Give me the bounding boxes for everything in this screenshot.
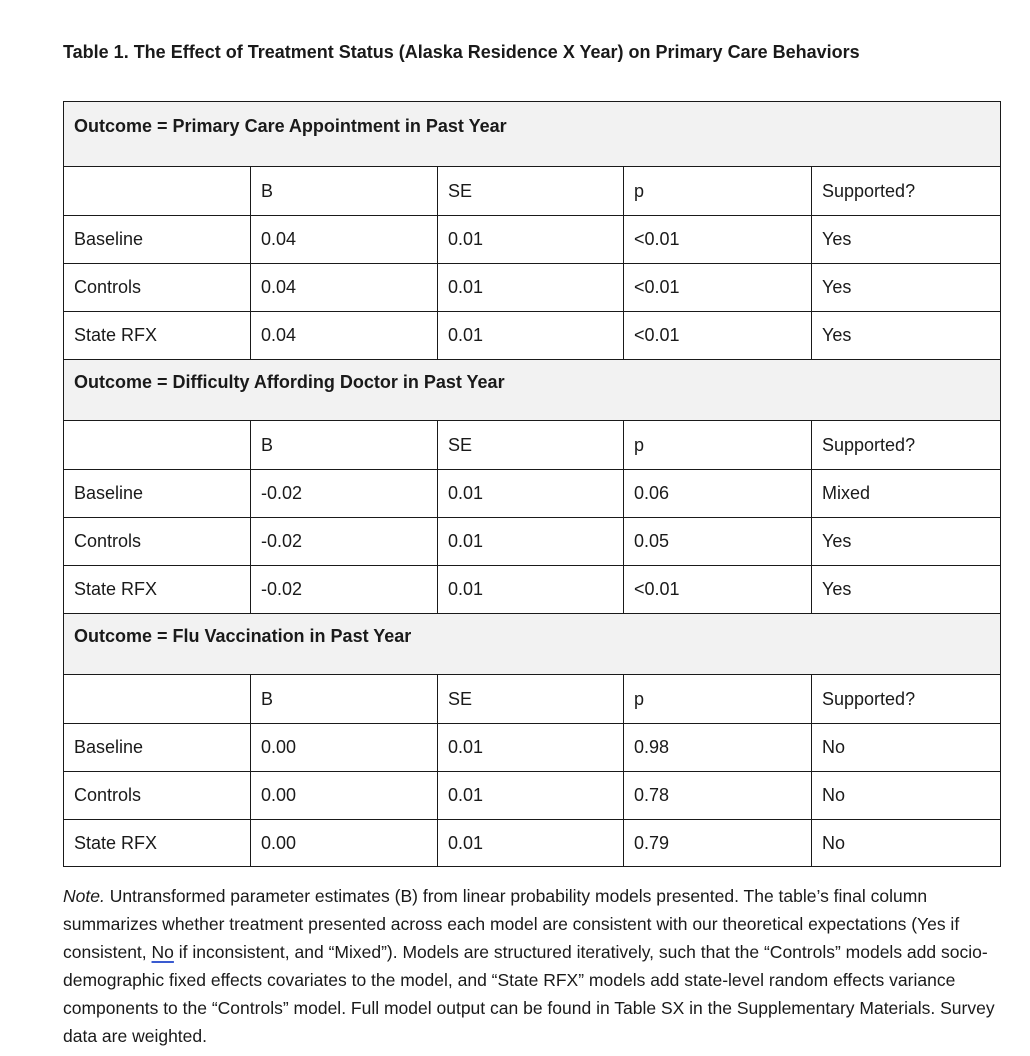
table-row: [64, 820, 1001, 867]
p-cell: <0.01: [624, 312, 812, 360]
b-cell: 0.04: [251, 312, 438, 360]
supported-cell: No: [812, 724, 1001, 772]
b-cell: -0.02: [251, 518, 438, 566]
outcome-row: [64, 102, 1001, 167]
p-cell: <0.01: [624, 264, 812, 312]
column-header: B: [251, 675, 438, 724]
results-table: [63, 101, 1001, 867]
p-cell: 0.78: [624, 772, 812, 820]
table-note: [63, 882, 1003, 1050]
results-table-body: [64, 102, 1001, 867]
se-cell: 0.01: [438, 772, 624, 820]
b-cell: -0.02: [251, 566, 438, 614]
se-cell: 0.01: [438, 518, 624, 566]
supported-cell: Yes: [812, 312, 1001, 360]
supported-cell: No: [812, 772, 1001, 820]
b-cell: -0.02: [251, 470, 438, 518]
p-cell: 0.98: [624, 724, 812, 772]
column-header: Supported?: [812, 675, 1001, 724]
supported-cell: Yes: [812, 518, 1001, 566]
se-cell: 0.01: [438, 470, 624, 518]
se-cell: 0.01: [438, 312, 624, 360]
se-cell: 0.01: [438, 566, 624, 614]
column-header: SE: [438, 675, 624, 724]
outcome-row: [64, 360, 1001, 421]
outcome-heading: Outcome = Difficulty Affording Doctor in Past Year: [64, 360, 1001, 421]
b-cell: 0.00: [251, 724, 438, 772]
column-header: Supported?: [812, 421, 1001, 470]
row-label-cell: Controls: [64, 518, 251, 566]
supported-cell: Yes: [812, 216, 1001, 264]
table-title: Table 1. The Effect of Treatment Status (Alaska Residence X Year) on Primary Care Behaviors: [63, 42, 860, 62]
p-cell: <0.01: [624, 566, 812, 614]
outcome-heading: Outcome = Flu Vaccination in Past Year: [64, 614, 1001, 675]
column-header: Supported?: [812, 167, 1001, 216]
b-cell: 0.00: [251, 772, 438, 820]
supported-cell: Mixed: [812, 470, 1001, 518]
supported-cell: Yes: [812, 566, 1001, 614]
row-label-cell: Controls: [64, 772, 251, 820]
row-label-cell: State RFX: [64, 820, 251, 867]
table-row: [64, 566, 1001, 614]
note-text-part1: Untransformed parameter estimates (B) from linear probability models presented. The table’s final column summarizes whether treatment presented across each model are consistent with our theoretical expectations (Yes if consistent,: [63, 886, 960, 962]
column-header: [64, 167, 251, 216]
table-row: [64, 470, 1001, 518]
table-row: [64, 518, 1001, 566]
se-cell: 0.01: [438, 264, 624, 312]
b-cell: 0.04: [251, 216, 438, 264]
column-header: SE: [438, 421, 624, 470]
p-cell: <0.01: [624, 216, 812, 264]
column-header-row: [64, 421, 1001, 470]
note-lead: Note.: [63, 886, 105, 906]
column-header: p: [624, 167, 812, 216]
table-row: [64, 772, 1001, 820]
row-label-cell: Baseline: [64, 724, 251, 772]
column-header: p: [624, 675, 812, 724]
column-header-row: [64, 167, 1001, 216]
column-header: [64, 421, 251, 470]
row-label-cell: State RFX: [64, 312, 251, 360]
supported-cell: No: [812, 820, 1001, 867]
column-header: SE: [438, 167, 624, 216]
row-label-cell: Controls: [64, 264, 251, 312]
column-header: p: [624, 421, 812, 470]
se-cell: 0.01: [438, 820, 624, 867]
se-cell: 0.01: [438, 216, 624, 264]
table-row: [64, 216, 1001, 264]
b-cell: 0.04: [251, 264, 438, 312]
column-header-row: [64, 675, 1001, 724]
column-header: B: [251, 421, 438, 470]
row-label-cell: State RFX: [64, 566, 251, 614]
outcome-heading: Outcome = Primary Care Appointment in Past Year: [64, 102, 1001, 167]
table-row: [64, 312, 1001, 360]
se-cell: 0.01: [438, 724, 624, 772]
outcome-row: [64, 614, 1001, 675]
b-cell: 0.00: [251, 820, 438, 867]
table-row: [64, 264, 1001, 312]
column-header: B: [251, 167, 438, 216]
table-row: [64, 724, 1001, 772]
p-cell: 0.06: [624, 470, 812, 518]
supported-cell: Yes: [812, 264, 1001, 312]
p-cell: 0.79: [624, 820, 812, 867]
note-text-part2: if inconsistent, and “Mixed”). Models are structured iteratively, such that the “Controls” models add socio-demographic fixed effects covariates to the model, and “State RFX” models add state-level random effects variance components to the “Controls” model. Full model output can be found in Table SX in the Supplementary Materials. Survey data are weighted.: [63, 942, 995, 1046]
row-label-cell: Baseline: [64, 470, 251, 518]
row-label-cell: Baseline: [64, 216, 251, 264]
column-header: [64, 675, 251, 724]
note-no-underlined: No: [151, 942, 174, 962]
p-cell: 0.05: [624, 518, 812, 566]
